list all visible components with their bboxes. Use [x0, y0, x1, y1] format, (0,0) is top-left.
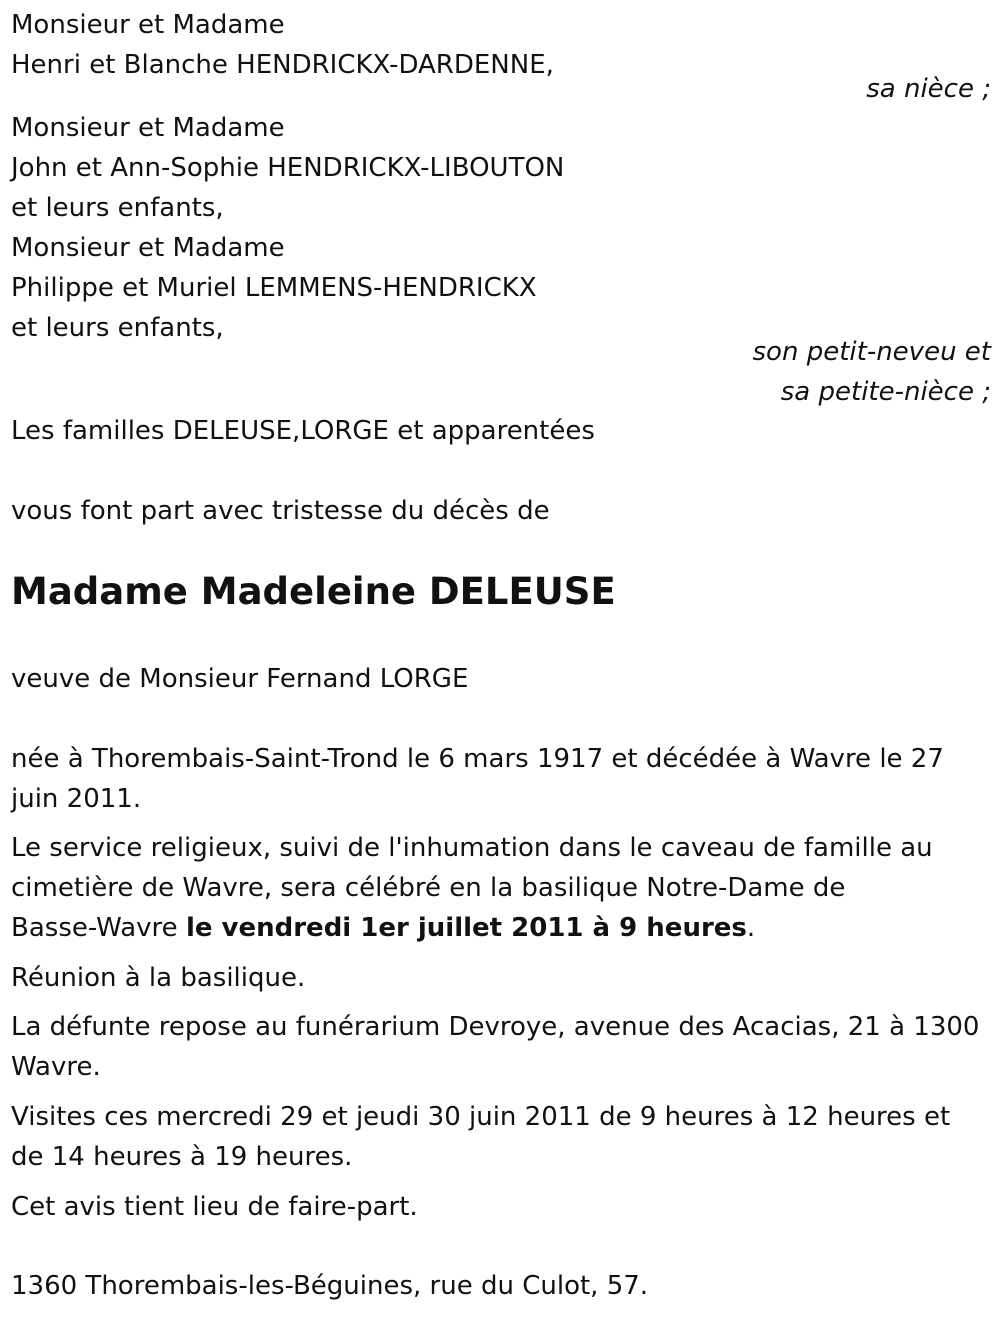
family-children-3: et leurs enfants,: [11, 313, 224, 343]
birth-death-line-1: née à Thorembais-Saint-Trond le 6 mars 1917 et décédée à Wavre le 27: [11, 744, 944, 774]
birth-death-line-2: juin 2011.: [11, 784, 142, 814]
widow-of: veuve de Monsieur Fernand LORGE: [11, 664, 469, 694]
family-children-2: et leurs enfants,: [11, 193, 224, 223]
reunion-note: Réunion à la basilique.: [11, 963, 306, 993]
service-line-1: Le service religieux, suivi de l'inhumation dans le caveau de famille au: [11, 833, 933, 863]
service-line-2: cimetière de Wavre, sera célébré en la basilique Notre-Dame de: [11, 873, 846, 903]
repose-line-1: La défunte repose au funérarium Devroye, avenue des Acacias, 21 à 1300: [11, 1012, 980, 1042]
family-relation-1: sa nièce ;: [866, 74, 991, 104]
family-names-3: Philippe et Muriel LEMMENS-HENDRICKX: [11, 273, 537, 303]
family-salutation-2: Monsieur et Madame: [11, 113, 285, 143]
notice-text: Cet avis tient lieu de faire-part.: [11, 1192, 418, 1222]
family-names-1: Henri et Blanche HENDRICKX-DARDENNE,: [11, 50, 554, 80]
family-relation-2b: sa petite-nièce ;: [780, 377, 991, 407]
repose-line-2: Wavre.: [11, 1052, 101, 1082]
visits-line-1: Visites ces mercredi 29 et jeudi 30 juin 2011 de 9 heures à 12 heures et: [11, 1102, 951, 1132]
visits-line-2: de 14 heures à 19 heures.: [11, 1142, 353, 1172]
family-salutation-1: Monsieur et Madame: [11, 10, 285, 40]
service-line-3-suffix: .: [746, 913, 756, 943]
deceased-name: Madame Madeleine DELEUSE: [11, 570, 616, 613]
family-relation-2a: son petit-neveu et: [752, 337, 991, 367]
address: 1360 Thorembais-les-Béguines, rue du Culot, 57.: [11, 1271, 649, 1301]
family-group-3: Les familles DELEUSE,LORGE et apparentées: [11, 416, 595, 446]
service-date: le vendredi 1er juillet 2011 à 9 heures: [185, 913, 747, 943]
announcement-intro: vous font part avec tristesse du décès de: [11, 496, 550, 526]
family-salutation-3: Monsieur et Madame: [11, 233, 285, 263]
service-line-3: [11, 908, 755, 948]
service-line-3-prefix: Basse-Wavre: [11, 913, 186, 943]
family-names-2: John et Ann-Sophie HENDRICKX-LIBOUTON: [11, 153, 565, 183]
